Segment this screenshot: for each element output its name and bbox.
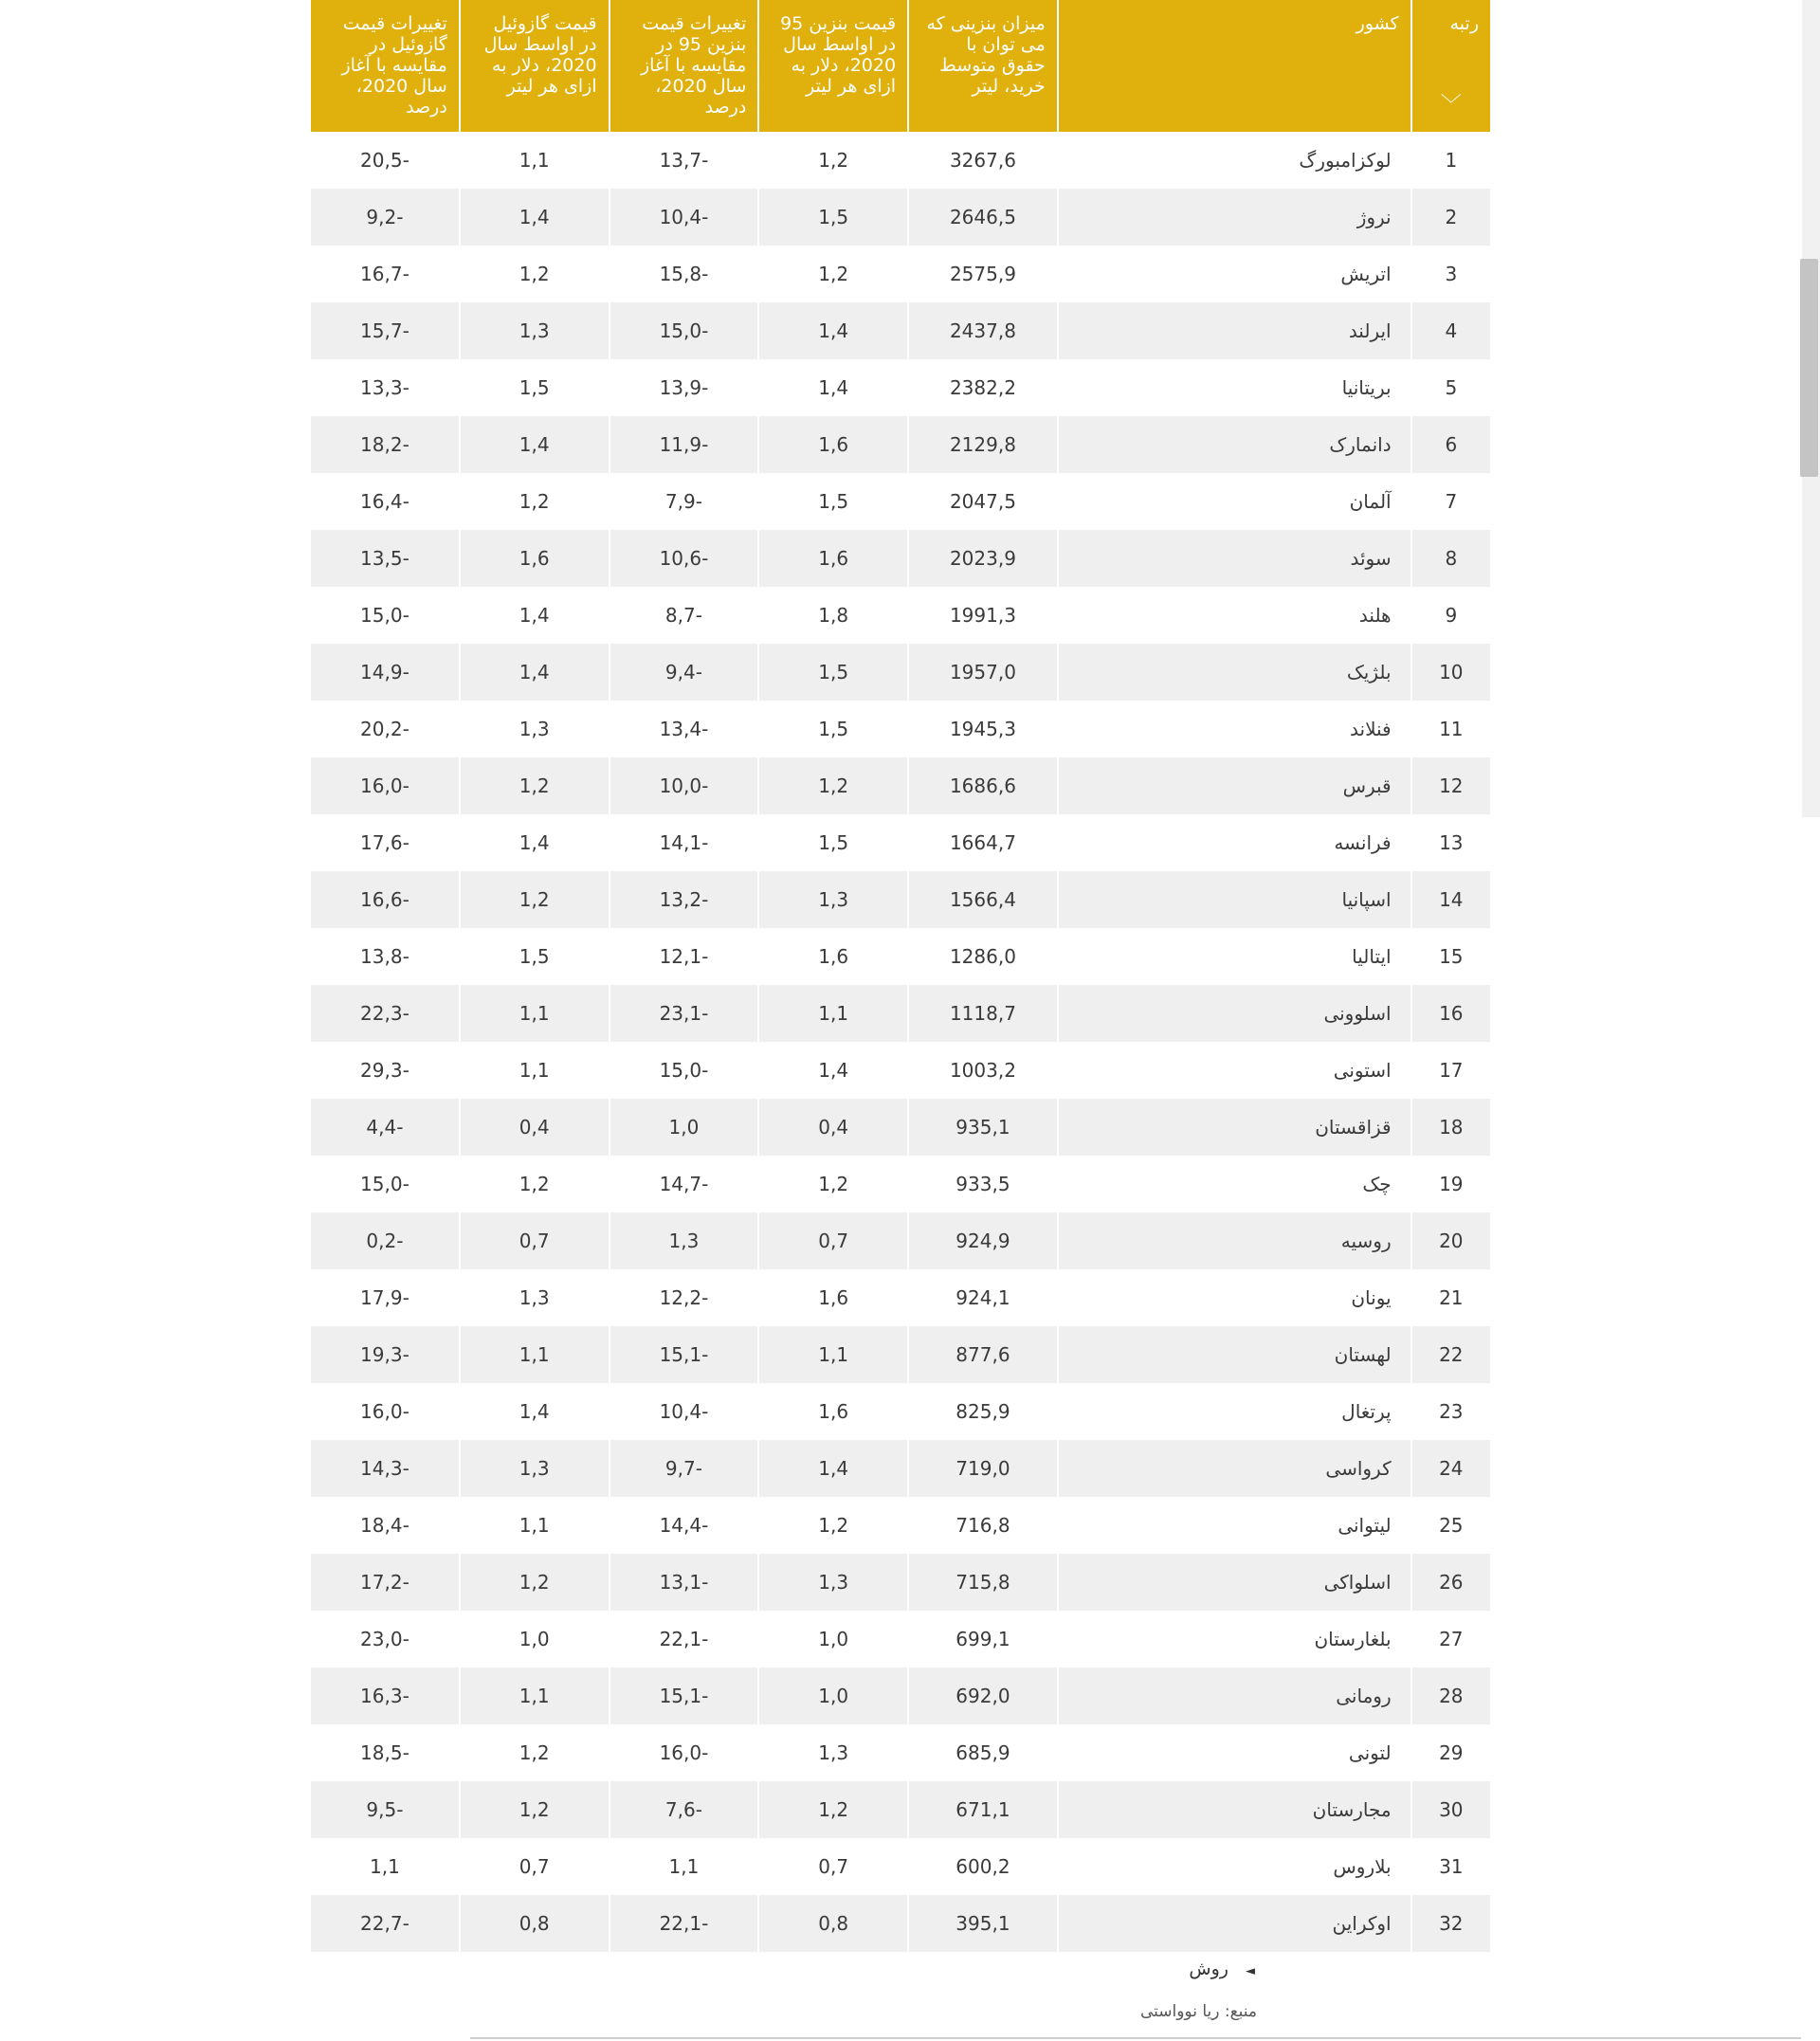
gas95-change-cell: -15,0 <box>610 302 758 359</box>
diesel-price-cell: 1,4 <box>461 1383 609 1440</box>
gas95-price-cell: 1,6 <box>759 1383 907 1440</box>
liters-cell: 600,2 <box>909 1838 1057 1895</box>
liters-cell: 2047,5 <box>909 473 1057 530</box>
gas95-change-cell: -15,8 <box>610 246 758 302</box>
table-row <box>311 1383 1490 1440</box>
table-row <box>311 1611 1490 1667</box>
country-cell: رومانی <box>1059 1667 1410 1724</box>
liters-cell: 2575,9 <box>909 246 1057 302</box>
table-row <box>311 473 1490 530</box>
country-cell: پرتغال <box>1059 1383 1410 1440</box>
gas95-price-cell: 1,1 <box>759 985 907 1042</box>
country-cell: اسلواکی <box>1059 1554 1410 1611</box>
rank-cell: 16 <box>1412 985 1490 1042</box>
gas95-price-column-header[interactable]: قیمت بنزین 95 در اواسط سال 2020، دلار به ازای هر لیتر <box>759 0 907 132</box>
gas95-change-cell: -15,0 <box>610 1042 758 1099</box>
rank-cell: 25 <box>1412 1497 1490 1554</box>
liters-cell: 395,1 <box>909 1895 1057 1952</box>
country-cell: بلغارستان <box>1059 1611 1410 1667</box>
country-cell: کرواسی <box>1059 1440 1410 1497</box>
diesel-price-cell: 1,2 <box>461 871 609 928</box>
gas95-price-cell: 1,3 <box>759 871 907 928</box>
liters-cell: 2646,5 <box>909 189 1057 246</box>
diesel-change-cell: -18,5 <box>311 1724 459 1781</box>
gas95-price-cell: 1,4 <box>759 302 907 359</box>
diesel-change-cell: -15,0 <box>311 1156 459 1212</box>
diesel-price-cell: 1,1 <box>461 1326 609 1383</box>
diesel-change-cell: -0,2 <box>311 1212 459 1269</box>
liters-cell: 825,9 <box>909 1383 1057 1440</box>
liters-cell: 935,1 <box>909 1099 1057 1156</box>
diesel-price-cell: 0,7 <box>461 1212 609 1269</box>
liters-cell: 877,6 <box>909 1326 1057 1383</box>
rank-cell: 29 <box>1412 1724 1490 1781</box>
diesel-price-cell: 1,4 <box>461 587 609 644</box>
table-row <box>311 189 1490 246</box>
diesel-price-column-header[interactable]: قیمت گازوئیل در اواسط سال 2020، دلار به ازای هر لیتر <box>461 0 609 132</box>
table-row <box>311 359 1490 416</box>
country-cell: ایرلند <box>1059 302 1410 359</box>
table-row <box>311 1724 1490 1781</box>
rank-cell: 9 <box>1412 587 1490 644</box>
gas95-price-cell: 1,8 <box>759 587 907 644</box>
table-body <box>311 132 1490 1952</box>
liters-cell: 719,0 <box>909 1440 1057 1497</box>
table-row <box>311 814 1490 871</box>
rank-cell: 8 <box>1412 530 1490 587</box>
rank-cell: 31 <box>1412 1838 1490 1895</box>
rank-cell: 24 <box>1412 1440 1490 1497</box>
liters-cell: 924,9 <box>909 1212 1057 1269</box>
gas95-change-cell: -7,6 <box>610 1781 758 1838</box>
gas95-change-cell: -23,1 <box>610 985 758 1042</box>
table-row <box>311 1099 1490 1156</box>
diesel-change-cell: -15,7 <box>311 302 459 359</box>
triangle-left-icon: ◄ <box>1246 1964 1255 1978</box>
rank-cell: 22 <box>1412 1326 1490 1383</box>
gas95-change-cell: -11,9 <box>610 416 758 473</box>
gas95-price-cell: 1,5 <box>759 644 907 701</box>
liters-cell: 1118,7 <box>909 985 1057 1042</box>
gas95-change-cell: -16,0 <box>610 1724 758 1781</box>
country-cell: مجارستان <box>1059 1781 1410 1838</box>
diesel-change-cell: -16,0 <box>311 1383 459 1440</box>
gas95-change-cell: 1,0 <box>610 1099 758 1156</box>
gas95-change-cell: -10,4 <box>610 1383 758 1440</box>
gas95-change-cell: -10,6 <box>610 530 758 587</box>
country-cell: لوکزامبورگ <box>1059 132 1410 189</box>
rank-cell: 28 <box>1412 1667 1490 1724</box>
liters-cell: 1957,0 <box>909 644 1057 701</box>
gas95-price-cell: 1,6 <box>759 1269 907 1326</box>
liters-cell: 933,5 <box>909 1156 1057 1212</box>
diesel-price-cell: 1,5 <box>461 359 609 416</box>
rank-cell: 23 <box>1412 1383 1490 1440</box>
table-row <box>311 1212 1490 1269</box>
diesel-price-cell: 1,2 <box>461 1781 609 1838</box>
table-row <box>311 1497 1490 1554</box>
diesel-change-cell: -22,7 <box>311 1895 459 1952</box>
gas95-change-cell: -9,7 <box>610 1440 758 1497</box>
rank-cell: 11 <box>1412 701 1490 757</box>
country-cell: لهستان <box>1059 1326 1410 1383</box>
country-cell: چک <box>1059 1156 1410 1212</box>
diesel-price-cell: 1,2 <box>461 1724 609 1781</box>
gas95-change-cell: -9,4 <box>610 644 758 701</box>
method-label: روش <box>1189 1959 1228 1979</box>
rank-cell: 1 <box>1412 132 1490 189</box>
rank-cell: 27 <box>1412 1611 1490 1667</box>
gas95-price-cell: 1,0 <box>759 1667 907 1724</box>
table-row <box>311 871 1490 928</box>
rank-cell: 30 <box>1412 1781 1490 1838</box>
gas95-price-cell: 1,5 <box>759 814 907 871</box>
gas95-price-cell: 0,8 <box>759 1895 907 1952</box>
fuel-price-table <box>309 0 1492 1952</box>
gas95-change-cell: -8,7 <box>610 587 758 644</box>
diesel-price-cell: 1,2 <box>461 1554 609 1611</box>
liters-cell: 715,8 <box>909 1554 1057 1611</box>
diesel-price-cell: 1,0 <box>461 1611 609 1667</box>
table-row <box>311 1667 1490 1724</box>
rank-cell: 32 <box>1412 1895 1490 1952</box>
diesel-change-column-header[interactable]: تغییرات قیمت گازوئیل در مقایسه با آغاز سال 2020، درصد <box>311 0 459 132</box>
diesel-price-cell: 1,1 <box>461 1667 609 1724</box>
liters-column-header[interactable]: میزان بنزینی که می توان با حقوق متوسط خرید، لیتر <box>909 0 1057 132</box>
gas95-change-cell: -10,0 <box>610 757 758 814</box>
rank-cell: 26 <box>1412 1554 1490 1611</box>
liters-cell: 692,0 <box>909 1667 1057 1724</box>
country-cell: دانمارک <box>1059 416 1410 473</box>
liters-cell: 2382,2 <box>909 359 1057 416</box>
country-cell: اسلوونی <box>1059 985 1410 1042</box>
diesel-change-cell: -17,6 <box>311 814 459 871</box>
diesel-price-cell: 1,4 <box>461 416 609 473</box>
gas95-change-column-header[interactable]: تغییرات قیمت بنزین 95 در مقایسه با آغاز سال 2020، درصد <box>610 0 758 132</box>
liters-cell: 3267,6 <box>909 132 1057 189</box>
diesel-price-cell: 1,1 <box>461 985 609 1042</box>
gas95-price-cell: 1,3 <box>759 1554 907 1611</box>
rank-cell: 18 <box>1412 1099 1490 1156</box>
diesel-price-cell: 1,3 <box>461 1440 609 1497</box>
gas95-price-cell: 0,4 <box>759 1099 907 1156</box>
diesel-change-cell: -18,2 <box>311 416 459 473</box>
diesel-price-cell: 1,2 <box>461 757 609 814</box>
diesel-change-cell: -20,5 <box>311 132 459 189</box>
gas95-price-cell: 1,6 <box>759 530 907 587</box>
diesel-price-cell: 1,3 <box>461 701 609 757</box>
diesel-price-cell: 1,3 <box>461 1269 609 1326</box>
table-row <box>311 1440 1490 1497</box>
rank-cell: 13 <box>1412 814 1490 871</box>
gas95-change-cell: -14,4 <box>610 1497 758 1554</box>
scrollbar-thumb[interactable] <box>1800 259 1818 477</box>
rank-cell: 14 <box>1412 871 1490 928</box>
gas95-price-cell: 1,5 <box>759 701 907 757</box>
divider <box>470 2037 1801 2039</box>
gas95-price-cell: 1,2 <box>759 1781 907 1838</box>
liters-cell: 2129,8 <box>909 416 1057 473</box>
country-cell: قبرس <box>1059 757 1410 814</box>
gas95-price-cell: 0,7 <box>759 1212 907 1269</box>
liters-cell: 1991,3 <box>909 587 1057 644</box>
diesel-price-cell: 1,1 <box>461 1042 609 1099</box>
gas95-change-cell: -10,4 <box>610 189 758 246</box>
rank-cell: 2 <box>1412 189 1490 246</box>
table-row <box>311 757 1490 814</box>
gas95-price-cell: 1,3 <box>759 1724 907 1781</box>
gas95-change-cell: -22,1 <box>610 1611 758 1667</box>
liters-cell: 924,1 <box>909 1269 1057 1326</box>
diesel-change-cell: -18,4 <box>311 1497 459 1554</box>
diesel-price-cell: 1,5 <box>461 928 609 985</box>
rank-cell: 6 <box>1412 416 1490 473</box>
country-cell: روسیه <box>1059 1212 1410 1269</box>
country-cell: اوکراین <box>1059 1895 1410 1952</box>
table-row <box>311 1838 1490 1895</box>
rank-cell: 19 <box>1412 1156 1490 1212</box>
gas95-price-cell: 1,4 <box>759 1440 907 1497</box>
table-row <box>311 416 1490 473</box>
diesel-price-cell: 1,2 <box>461 473 609 530</box>
diesel-change-cell: -19,3 <box>311 1326 459 1383</box>
diesel-change-cell: -20,2 <box>311 701 459 757</box>
liters-cell: 1003,2 <box>909 1042 1057 1099</box>
gas95-change-cell: -14,7 <box>610 1156 758 1212</box>
country-cell: یونان <box>1059 1269 1410 1326</box>
country-cell: فرانسه <box>1059 814 1410 871</box>
gas95-change-cell: -12,2 <box>610 1269 758 1326</box>
liters-cell: 671,1 <box>909 1781 1057 1838</box>
table-row <box>311 530 1490 587</box>
diesel-change-cell: -9,2 <box>311 189 459 246</box>
table-row <box>311 302 1490 359</box>
gas95-price-cell: 1,2 <box>759 246 907 302</box>
table-row <box>311 985 1490 1042</box>
liters-cell: 1664,7 <box>909 814 1057 871</box>
diesel-price-cell: 1,3 <box>461 302 609 359</box>
rank-cell: 4 <box>1412 302 1490 359</box>
gas95-price-cell: 1,2 <box>759 1156 907 1212</box>
country-cell: قزاقستان <box>1059 1099 1410 1156</box>
diesel-price-cell: 0,4 <box>461 1099 609 1156</box>
diesel-change-cell: -14,3 <box>311 1440 459 1497</box>
method-toggle[interactable] <box>1189 1959 1255 1979</box>
gas95-change-cell: -14,1 <box>610 814 758 871</box>
gas95-change-cell: -15,1 <box>610 1326 758 1383</box>
table-row <box>311 246 1490 302</box>
table-row <box>311 1895 1490 1952</box>
country-cell: هلند <box>1059 587 1410 644</box>
country-cell: فنلاند <box>1059 701 1410 757</box>
liters-cell: 1566,4 <box>909 871 1057 928</box>
diesel-change-cell: -15,0 <box>311 587 459 644</box>
liters-cell: 1945,3 <box>909 701 1057 757</box>
diesel-change-cell: -16,6 <box>311 871 459 928</box>
gas95-change-cell: -15,1 <box>610 1667 758 1724</box>
gas95-change-cell: -22,1 <box>610 1895 758 1952</box>
diesel-price-cell: 0,7 <box>461 1838 609 1895</box>
diesel-change-cell: -4,4 <box>311 1099 459 1156</box>
liters-cell: 699,1 <box>909 1611 1057 1667</box>
diesel-change-cell: -9,5 <box>311 1781 459 1838</box>
diesel-price-cell: 1,6 <box>461 530 609 587</box>
diesel-change-cell: 1,1 <box>311 1838 459 1895</box>
table-row <box>311 928 1490 985</box>
diesel-price-cell: 1,2 <box>461 246 609 302</box>
country-cell: ایتالیا <box>1059 928 1410 985</box>
country-cell: آلمان <box>1059 473 1410 530</box>
table-header <box>311 0 1490 132</box>
rank-cell: 7 <box>1412 473 1490 530</box>
gas95-price-cell: 1,5 <box>759 473 907 530</box>
rank-cell: 15 <box>1412 928 1490 985</box>
table-row <box>311 132 1490 189</box>
gas95-price-cell: 1,4 <box>759 359 907 416</box>
gas95-change-cell: -13,9 <box>610 359 758 416</box>
source-note: منبع: ریا نوواستی <box>1139 2002 1257 2021</box>
gas95-change-cell: -13,2 <box>610 871 758 928</box>
gas95-price-cell: 1,2 <box>759 757 907 814</box>
table-row <box>311 1042 1490 1099</box>
gas95-price-cell: 0,7 <box>759 1838 907 1895</box>
diesel-change-cell: -29,3 <box>311 1042 459 1099</box>
diesel-change-cell: -13,5 <box>311 530 459 587</box>
diesel-change-cell: -16,4 <box>311 473 459 530</box>
gas95-change-cell: 1,1 <box>610 1838 758 1895</box>
liters-cell: 716,8 <box>909 1497 1057 1554</box>
diesel-change-cell: -16,3 <box>311 1667 459 1724</box>
table-row <box>311 1156 1490 1212</box>
diesel-change-cell: -13,8 <box>311 928 459 985</box>
gas95-change-cell: 1,3 <box>610 1212 758 1269</box>
country-cell: اسپانیا <box>1059 871 1410 928</box>
table-row <box>311 587 1490 644</box>
liters-cell: 1286,0 <box>909 928 1057 985</box>
diesel-change-cell: -16,0 <box>311 757 459 814</box>
gas95-price-cell: 1,6 <box>759 416 907 473</box>
rank-cell: 21 <box>1412 1269 1490 1326</box>
gas95-change-cell: -13,7 <box>610 132 758 189</box>
country-cell: سوئد <box>1059 530 1410 587</box>
diesel-price-cell: 1,4 <box>461 814 609 871</box>
gas95-price-cell: 1,6 <box>759 928 907 985</box>
country-cell: بریتانیا <box>1059 359 1410 416</box>
country-cell: نروژ <box>1059 189 1410 246</box>
country-cell: بلژیک <box>1059 644 1410 701</box>
country-cell: اتریش <box>1059 246 1410 302</box>
gas95-change-cell: -13,1 <box>610 1554 758 1611</box>
diesel-change-cell: -16,7 <box>311 246 459 302</box>
diesel-price-cell: 1,1 <box>461 1497 609 1554</box>
liters-cell: 2023,9 <box>909 530 1057 587</box>
country-cell: لتونی <box>1059 1724 1410 1781</box>
diesel-price-cell: 1,4 <box>461 189 609 246</box>
diesel-price-cell: 1,4 <box>461 644 609 701</box>
gas95-change-cell: -13,4 <box>610 701 758 757</box>
gas95-price-cell: 1,2 <box>759 1497 907 1554</box>
country-cell: لیتوانی <box>1059 1497 1410 1554</box>
rank-header-label: رتبه <box>1449 13 1479 34</box>
gas95-change-cell: -12,1 <box>610 928 758 985</box>
gas95-price-cell: 1,2 <box>759 132 907 189</box>
table-row <box>311 1326 1490 1383</box>
diesel-price-cell: 1,1 <box>461 132 609 189</box>
diesel-change-cell: -14,9 <box>311 644 459 701</box>
diesel-change-cell: -17,9 <box>311 1269 459 1326</box>
rank-cell: 3 <box>1412 246 1490 302</box>
gas95-price-cell: 1,4 <box>759 1042 907 1099</box>
rank-cell: 12 <box>1412 757 1490 814</box>
liters-cell: 685,9 <box>909 1724 1057 1781</box>
diesel-change-cell: -23,0 <box>311 1611 459 1667</box>
gas95-change-cell: -7,9 <box>610 473 758 530</box>
diesel-change-cell: -22,3 <box>311 985 459 1042</box>
rank-cell: 10 <box>1412 644 1490 701</box>
country-cell: استونی <box>1059 1042 1410 1099</box>
rank-column-header[interactable] <box>1412 0 1490 132</box>
table-row <box>311 701 1490 757</box>
diesel-price-cell: 0,8 <box>461 1895 609 1952</box>
rank-cell: 5 <box>1412 359 1490 416</box>
table-row <box>311 1269 1490 1326</box>
diesel-change-cell: -17,2 <box>311 1554 459 1611</box>
table-row <box>311 1781 1490 1838</box>
liters-cell: 2437,8 <box>909 302 1057 359</box>
country-column-header[interactable]: کشور <box>1059 0 1410 132</box>
gas95-price-cell: 1,0 <box>759 1611 907 1667</box>
gas95-price-cell: 1,5 <box>759 189 907 246</box>
country-cell: بلاروس <box>1059 1838 1410 1895</box>
diesel-change-cell: -13,3 <box>311 359 459 416</box>
rank-cell: 20 <box>1412 1212 1490 1269</box>
table-row <box>311 644 1490 701</box>
diesel-price-cell: 1,2 <box>461 1156 609 1212</box>
liters-cell: 1686,6 <box>909 757 1057 814</box>
table-row <box>311 1554 1490 1611</box>
rank-cell: 17 <box>1412 1042 1490 1099</box>
chevron-down-icon[interactable]: ﹀ <box>1440 94 1462 118</box>
gas95-price-cell: 1,1 <box>759 1326 907 1383</box>
